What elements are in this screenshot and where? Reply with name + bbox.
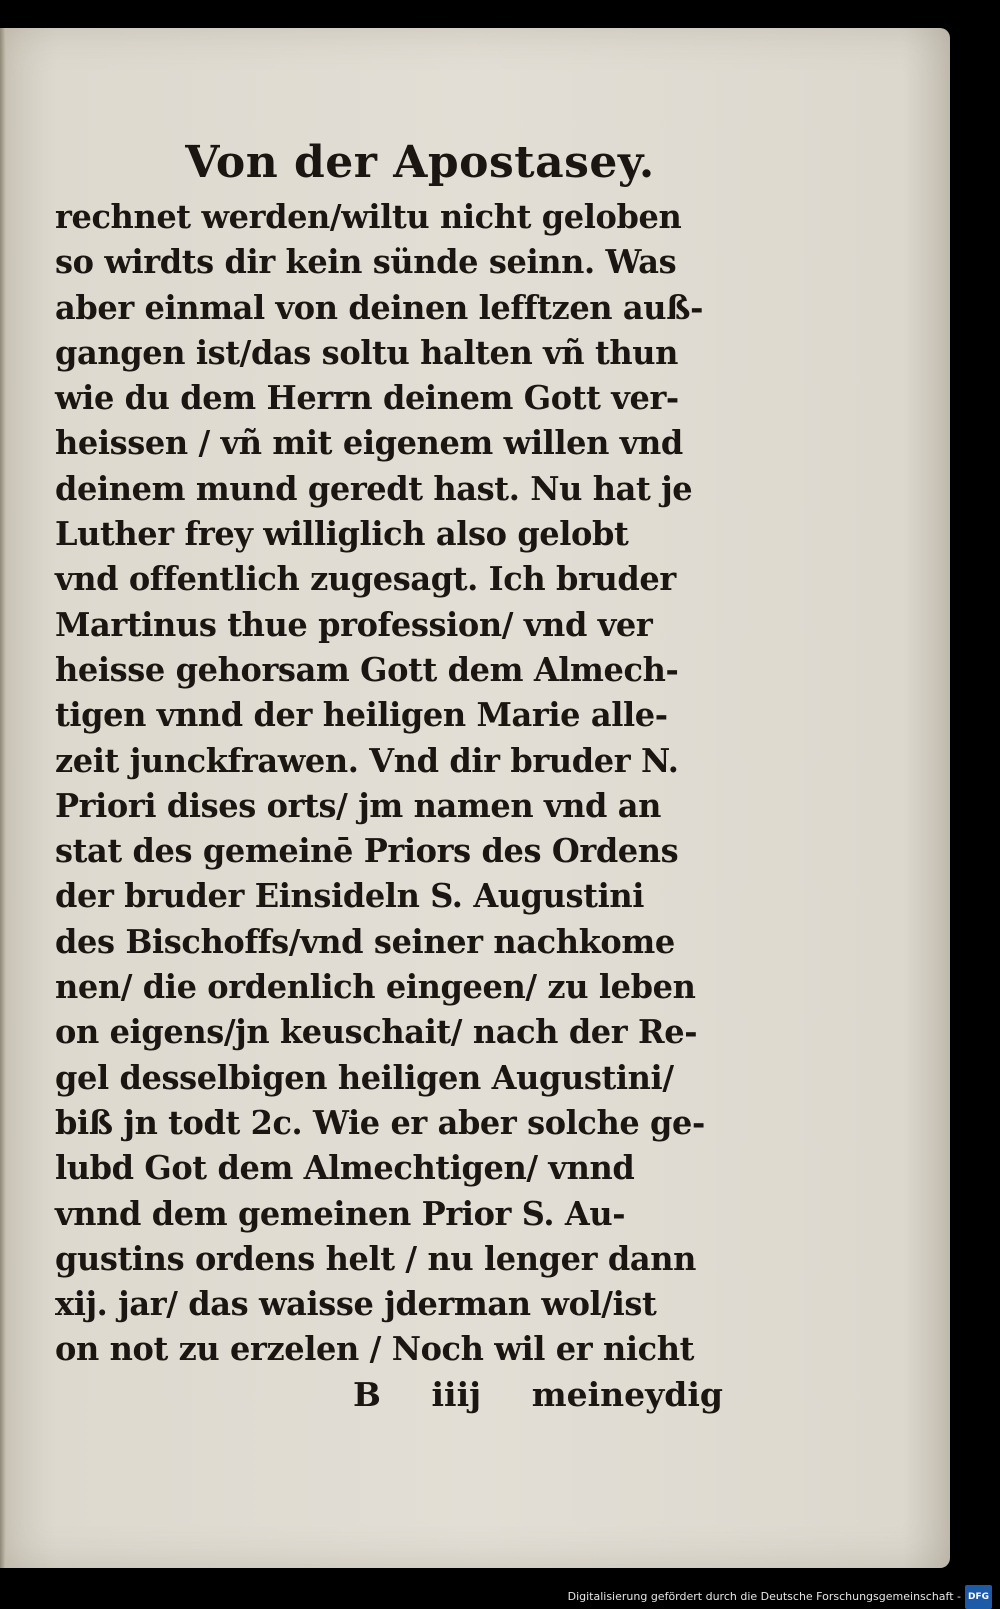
footer-credit: Digitalisierung gefördert durch die Deutsche Forschungsgemeinschaft - [567, 1590, 961, 1603]
book-page [0, 28, 950, 1568]
text-line: Luther frey williglich also gelobt [55, 514, 629, 554]
signature-mark: B [353, 1374, 381, 1414]
text-line: gustins ordens helt / nu lenger dann [55, 1238, 696, 1278]
catchword: meineydig [531, 1374, 723, 1414]
text-line: wie du dem Herrn deinem Gott ver- [55, 378, 679, 418]
text-line: der bruder Einsideln S. Augustini [55, 876, 645, 916]
text-line: Priori dises orts/ jm namen vnd an [55, 785, 662, 825]
text-line: tigen vnnd der heiligen Marie alle- [55, 695, 668, 735]
text-line: lubd Got dem Almechtigen/ vnnd [55, 1148, 635, 1188]
page-binding-edge [0, 28, 6, 1568]
text-line: aber einmal von deinen lefftzen auß- [55, 287, 704, 327]
text-line: zeit junckfrawen. Vnd dir bruder N. [55, 740, 679, 780]
text-block [55, 132, 725, 1418]
digitization-footer [568, 1586, 992, 1608]
text-line: des Bischoffs/vnd seiner nachkome [55, 921, 675, 961]
body-text [55, 194, 725, 1372]
text-line: Martinus thue profession/ vnd ver [55, 604, 653, 644]
text-line: vnd offentlich zugesagt. Ich bruder [55, 559, 676, 599]
text-line: stat des gemeinē Priors des Ordens [55, 831, 679, 871]
text-line: heissen / vñ mit eigenem willen vnd [55, 423, 683, 463]
text-line: heisse gehorsam Gott dem Almech- [55, 649, 679, 689]
text-line: deinem mund geredt hast. Nu hat je [55, 468, 693, 508]
text-line: biß jn todt 2c. Wie er aber solche ge- [55, 1102, 705, 1142]
text-line: so wirdts dir kein sünde seinn. Was [55, 242, 677, 282]
text-line: nen/ die ordenlich eingeen/ zu leben [55, 967, 696, 1007]
text-line: on not zu erzelen / Noch wil er nicht [55, 1329, 695, 1369]
text-line: xij. jar/ das waisse jderman wol/ist [55, 1284, 657, 1324]
text-line: on eigens/jn keuschait/ nach der Re- [55, 1012, 698, 1052]
text-line: vnnd dem gemeinen Prior S. Au- [55, 1193, 626, 1233]
text-line: gel desselbigen heiligen Augustini/ [55, 1057, 674, 1097]
running-head: Von der Apostasey. [185, 137, 655, 188]
text-line: rechnet werden/wiltu nicht geloben [55, 197, 682, 236]
signature-line [55, 1372, 723, 1418]
signature-number: iiij [431, 1374, 482, 1414]
dfg-logo: DFG [965, 1585, 992, 1609]
text-line: gangen ist/das soltu halten vñ thun [55, 332, 679, 372]
